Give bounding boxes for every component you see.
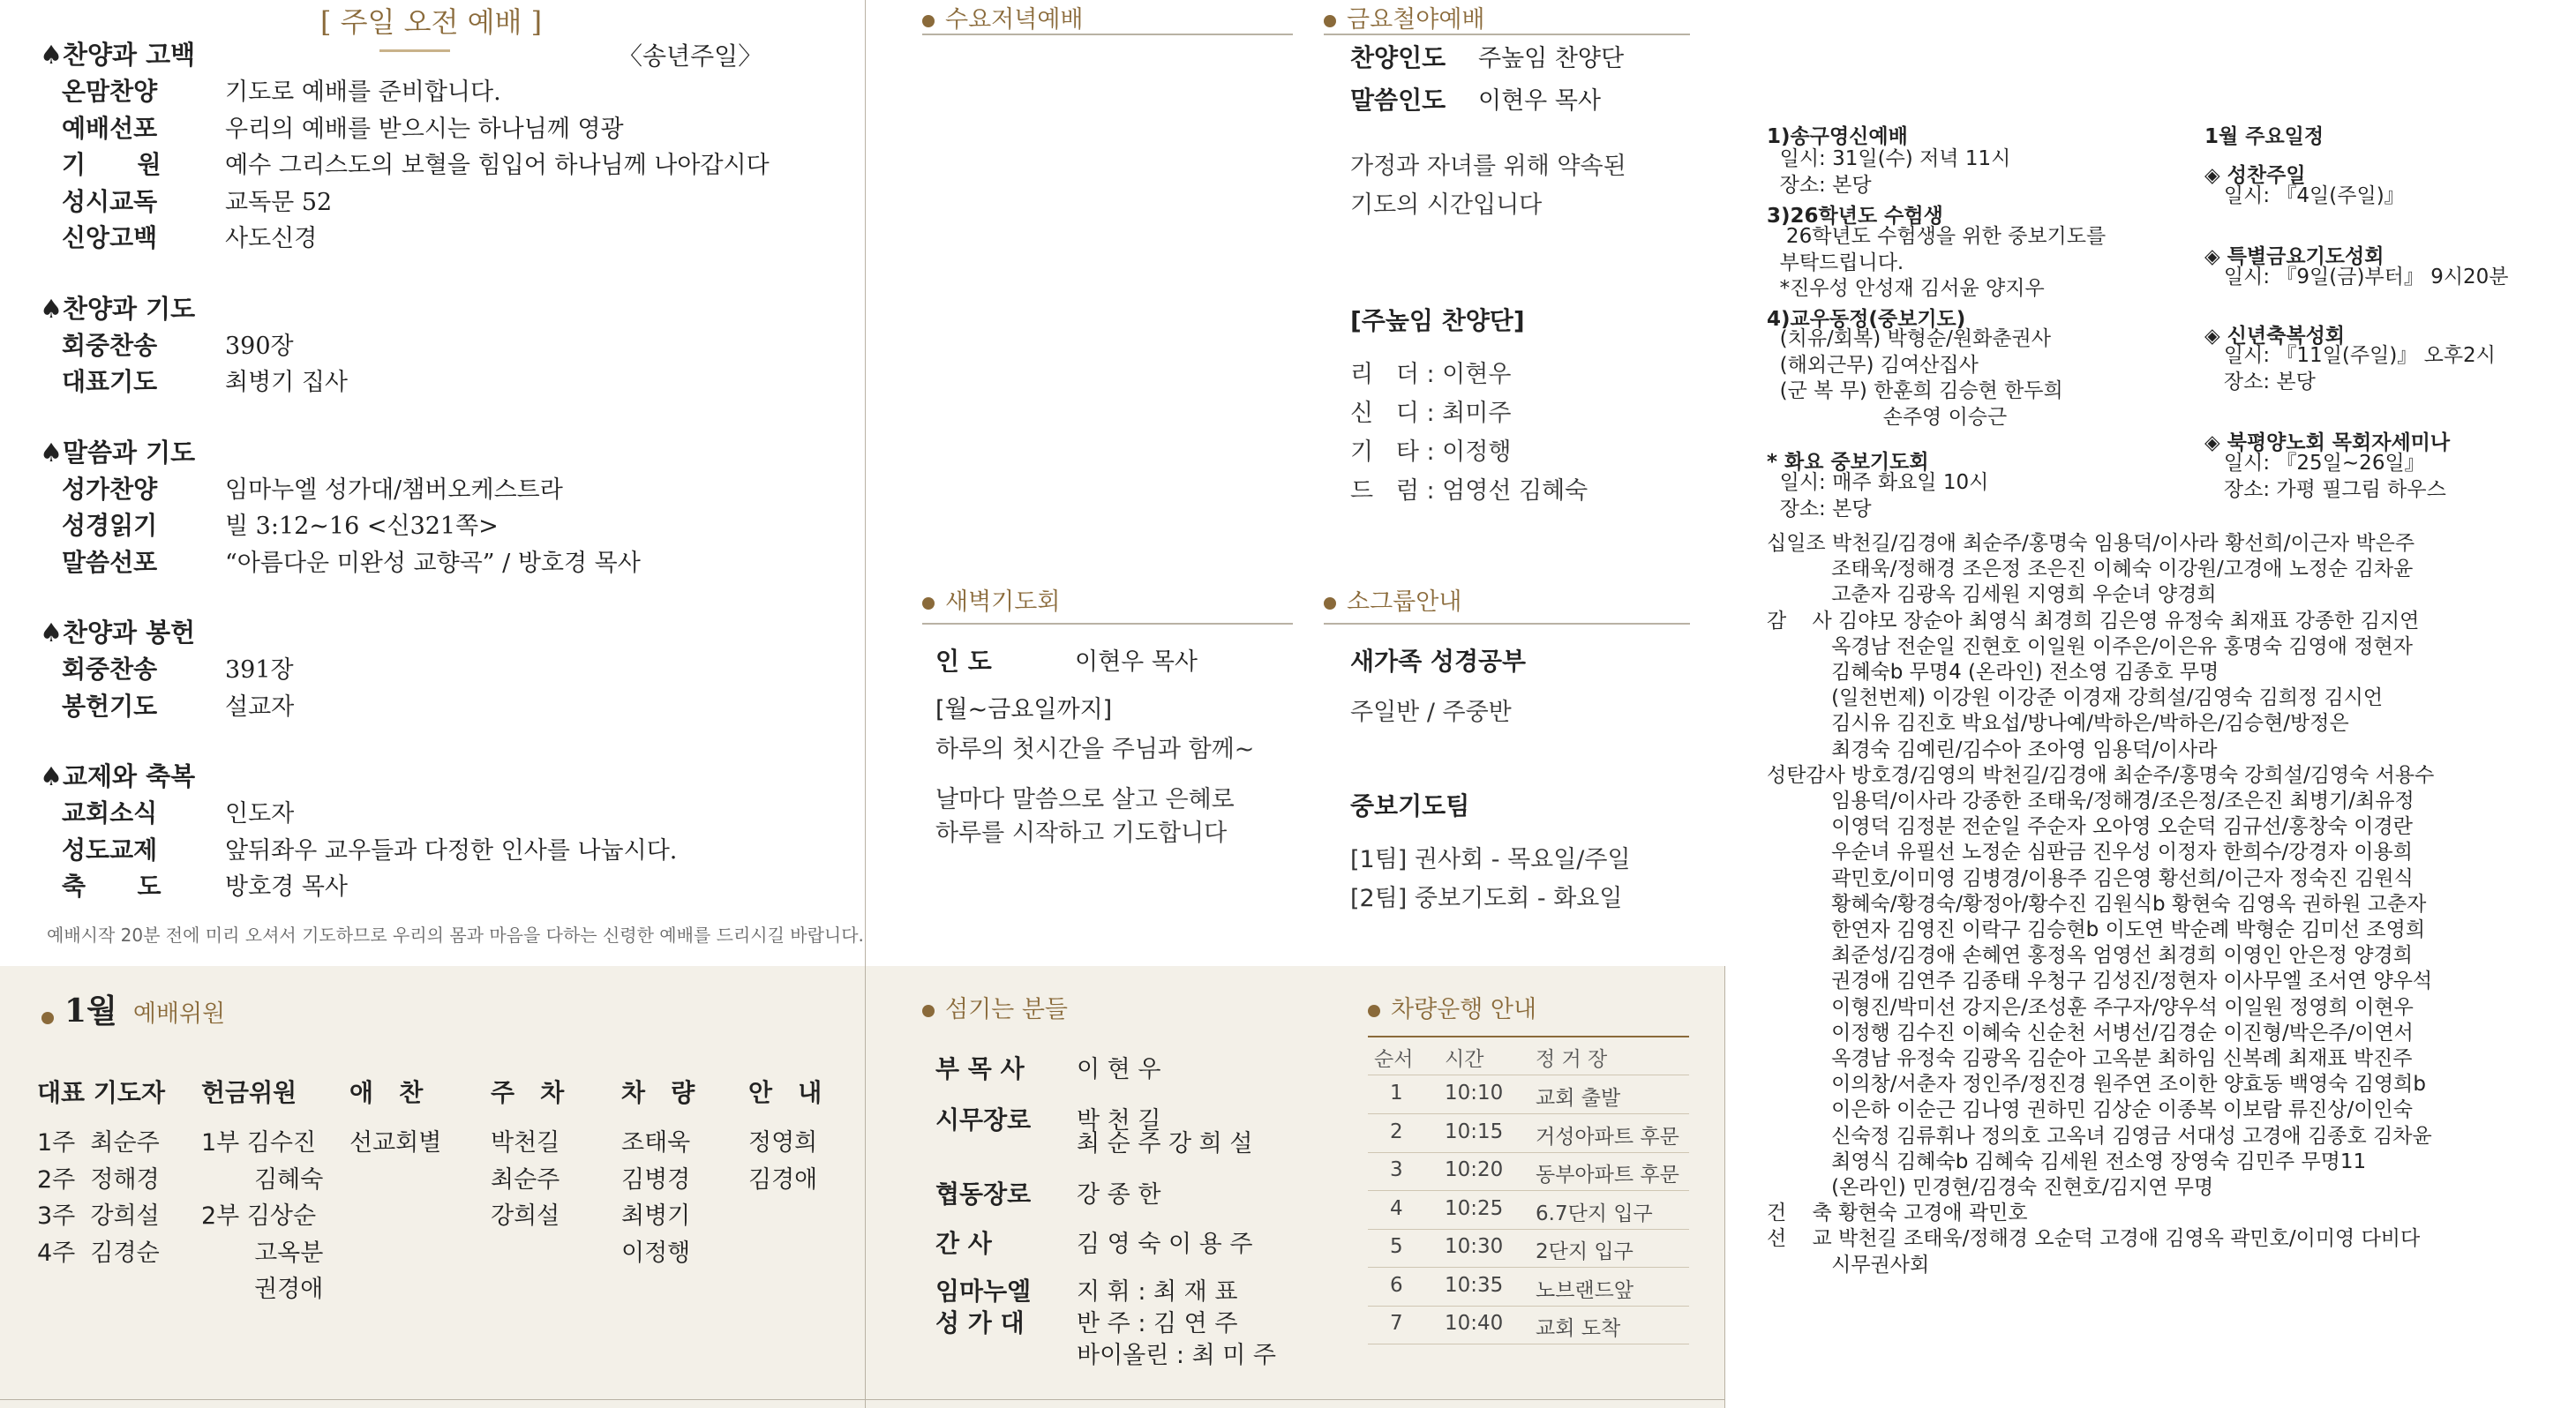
- vehicle-cell: 거성아파트 후문: [1536, 1125, 1679, 1149]
- vehicle-table-rule: [1368, 1113, 1689, 1114]
- order-item-label: 성가찬양: [62, 474, 158, 504]
- dawn-line3: 하루를 시작하고 기도합니다: [935, 820, 1228, 847]
- vehicle-table-rule: [1368, 1229, 1689, 1230]
- vehicle-table-rule: [1368, 1036, 1689, 1037]
- vehicle-table-rule: [1368, 1306, 1689, 1307]
- committee-cell: 김병경: [621, 1165, 691, 1194]
- elder-2: 최 순 주 강 희 설: [1077, 1130, 1253, 1157]
- committee-cell: 4주 김경순: [37, 1239, 160, 1267]
- choir-conductor: 지 휘 : 최 재 표: [1077, 1278, 1238, 1306]
- schedule-2-body: 일시: 『9일(금)부터』 9시20분: [2204, 266, 2509, 288]
- bullet-icon: [1368, 1005, 1380, 1017]
- committee-cell: 정영희: [748, 1129, 818, 1157]
- committee-title: 1월 예배위원: [41, 986, 225, 1031]
- order-item-value: 인도자: [225, 800, 295, 828]
- order-item-value: 빌 3:12~16 <신321쪽>: [225, 513, 499, 540]
- team-member: 기 타 : 이정행: [1350, 438, 1512, 466]
- committee-cell: 1주 최순주: [37, 1129, 160, 1157]
- order-item-label: 온맘찬양: [62, 77, 158, 106]
- order-item-value: 임마누엘 성가대/챔버오케스트라: [225, 476, 563, 504]
- friday-word-lead: 이현우 목사: [1478, 87, 1601, 115]
- wednesday-rule: [922, 34, 1293, 35]
- family-study-title: 새가족 성경공부: [1350, 647, 1527, 676]
- section-heading: ♠찬양과 봉헌: [40, 618, 196, 648]
- team-member: 신 디 : 최미주: [1350, 400, 1512, 427]
- choir-violin: 바이올린 : 최 미 주: [1077, 1342, 1277, 1369]
- title-underline: [379, 49, 450, 52]
- offerings-list: 십일조 박천길/김경애 최순주/홍명숙 임용덕/이사라 황선희/이근자 박은주 조태욱/정해경 조은정 조은진 이혜숙 이강원/고경애 노정순 김차윤 고춘자 김광옥 김세원 지영희 우순녀 양경희 감 사 김야모 장순아 최영식 최경희 김은영 유정숙 최재표 강종한 김지연 옥경남 전순일 진현호 이일원 이주은/이은유 홍명숙 김영애 정현자 김혜숙b 무명4 (온라인) 전소영 김종호 무명 (일천번제) 이강원 이강준 이경재 강희설/김영숙 김희정 김시언 김시유 김진호 박요섭/방나예/박하은/박하은/김승현/방정은 최경숙 김예린/김수아 조아영 임용덕/이사라 성탄감사 방호경/김영의 박천길/김경애 최순주/홍명숙 강희설/김영숙 서용수 임용덕/이사라 강종한 조태욱/정해경/조은정/조은진 최병기/최유정 이영덕 김정분 전순일 주순자 오아영 오순덕 김규선/홍창숙 이경란 우순녀 유필선 노정순 심판금 진우성 이정자 한희수/강경자 이용희 곽민호/이미영 김병경/이용주 김은영 황선희/이근자 정숙진 김원식 황혜숙/황경숙/황정아/황수진 김원식b 황현숙 김영옥 권하원 고춘자 한연자 김영진 이락구 김승현b 이도연 박순례 박형순 김미선 조영희 최준성/김경애 손혜연 홍정옥 엄영선 최경희 이영인 안은정 양경희 권경애 김연주 김종태 우청구 김성진/정현자 이사무엘 조서연 양우석 이형진/박미선 강지은/조성훈 주구자/양우석 이일원 정영희 이현우 이정행 김수진 이혜숙 신순천 서병선/김경순 이진형/박은주/이연서 옥경남 유정숙 김광옥 김순아 고옥분 최하임 신복례 최재표 박진주 이의창/서춘자 정인주/정진경 원주연 조이한 양효동 백영숙 김영희b 이은하 이순근 김나영 권하민 김상순 이종복 이보람 류진상/이인숙 신숙정 김류휘나 정의호 고옥녀 김영금 서대성 고경애 김종호 김차윤 최영식 김혜숙b 김혜숙 김세원 전소영 장영숙 김민주 무명11 (온라인) 민경현/김경숙 진현호/김지연 무명 건 축 황현숙 고경애 곽민호 선 교 박천길 조태욱/정해경 오순덕 고경애 김영옥 곽민호/이미영 다비다 시무권사회: [1767, 532, 2435, 1277]
- schedule-4-body: 일시: 『25일~26일』 장소: 가평 필그림 하우스: [2223, 452, 2446, 501]
- committee-cell: 2주 정해경: [37, 1165, 160, 1194]
- team-member: 리 더 : 이현우: [1350, 361, 1512, 388]
- friday-rule: [1324, 34, 1690, 35]
- vehicle-cell: 6: [1390, 1273, 1403, 1297]
- order-item-label: 축 도: [62, 872, 161, 901]
- section-heading: ♠말씀과 기도: [40, 437, 196, 468]
- vehicle-cell: 2단지 입구: [1536, 1240, 1633, 1263]
- deacon: 김 영 숙 이 용 주: [1077, 1231, 1253, 1258]
- committee-cell: 박천길: [491, 1129, 560, 1157]
- dawn-title: 새벽기도회: [922, 582, 1060, 617]
- order-item-value: 391장: [225, 656, 294, 684]
- order-item-value: 사도신경: [225, 225, 318, 252]
- committee-cell: 2부 김상순: [201, 1202, 317, 1230]
- news-1-head: 1)송구영신예배: [1767, 125, 1908, 148]
- deacon-label: 간 사: [935, 1229, 992, 1258]
- schedule-2-head: ◈ 특별금요기도성회: [2204, 245, 2384, 268]
- vehicle-table-rule: [1368, 1152, 1689, 1153]
- order-item-label: 신앙고백: [62, 223, 158, 252]
- friday-worship-label: 찬양인도: [1350, 43, 1446, 72]
- order-item-value: 예수 그리스도의 보혈을 힘입어 하나님께 나아갑시다: [225, 152, 770, 179]
- assoc-pastor: 이 현 우: [1077, 1056, 1161, 1083]
- vehicle-header: 순서: [1374, 1048, 1414, 1071]
- prayer-team-2: [2팀] 중보기도회 - 화요일: [1350, 885, 1623, 912]
- order-item-label: 말씀선포: [62, 547, 158, 577]
- committee-cell: 최순주: [491, 1165, 560, 1194]
- assoc-pastor-label: 부 목 사: [935, 1054, 1025, 1083]
- committee-cell: 3주 강희설: [37, 1202, 160, 1230]
- vehicle-table-rule: [1368, 1190, 1689, 1191]
- choir-label-2: 성 가 대: [935, 1308, 1025, 1337]
- vehicle-cell: 6.7단지 입구: [1536, 1202, 1653, 1225]
- choir-pianist: 반 주 : 김 연 주: [1077, 1310, 1238, 1337]
- committee-cell: 이정행: [621, 1239, 691, 1267]
- bottom-rule: [0, 1399, 1724, 1400]
- committee-cell: 조태욱: [621, 1129, 691, 1157]
- vehicle-cell: 5: [1390, 1235, 1403, 1258]
- order-item-label: 성경읽기: [62, 511, 158, 540]
- order-item-value: 우리의 예배를 받으시는 하나님께 영광: [225, 115, 624, 143]
- prayer-team-title: 중보기도팀: [1350, 791, 1470, 820]
- committee-cell: 김경애: [748, 1165, 818, 1194]
- news-3-head: 3)26학년도 수험생: [1767, 205, 1943, 228]
- coop-elder: 강 종 한: [1077, 1181, 1161, 1209]
- committee-header: 차 량: [621, 1078, 695, 1107]
- dawn-leader: 이현우 목사: [1075, 648, 1198, 676]
- committee-header: 안 내: [748, 1078, 822, 1107]
- section-heading: ♠찬양과 고백: [40, 40, 196, 70]
- schedule-4-head: ◈ 북평양노회 목회자세미나: [2204, 431, 2451, 454]
- order-item-label: 교회소식: [62, 798, 158, 828]
- order-item-label: 대표기도: [62, 367, 158, 396]
- schedule-title: 1월 주요일정: [2204, 125, 2324, 148]
- prayer-team-1: [1팀] 권사회 - 목요일/주일: [1350, 846, 1631, 873]
- dawn-rule: [922, 623, 1293, 625]
- committee-header: 애 찬: [349, 1078, 424, 1107]
- news-1-body: 일시: 31일(수) 저녁 11시 장소: 본당: [1779, 147, 2011, 197]
- news-5-head: * 화요 중보기도회: [1767, 451, 1929, 474]
- bullet-icon: [41, 1012, 54, 1024]
- bullet-icon: [1324, 597, 1336, 610]
- committee-header: 대표 기도자: [37, 1078, 165, 1107]
- vehicle-cell: 동부아파트 후문: [1536, 1164, 1679, 1187]
- vehicle-cell: 10:35: [1445, 1273, 1504, 1297]
- committee-cell: 선교회별: [349, 1129, 442, 1157]
- order-item-label: 회중찬송: [62, 655, 158, 684]
- elder-1: 박 천 길: [1077, 1107, 1161, 1135]
- order-item-value: 앞뒤좌우 교우들과 다정한 인사를 나눕시다.: [225, 836, 678, 865]
- vehicle-cell: 노브랜드앞: [1536, 1278, 1634, 1302]
- bullet-icon: [922, 15, 935, 27]
- friday-word-label: 말씀인도: [1350, 86, 1446, 115]
- smallgroup-title: 소그룹안내: [1324, 582, 1461, 617]
- vehicle-title: 차량운행 안내: [1368, 990, 1536, 1024]
- bullet-icon: [922, 597, 935, 610]
- coop-elder-label: 협동장로: [935, 1180, 1032, 1209]
- committee-header: 주 차: [491, 1078, 565, 1107]
- vehicle-cell: 10:20: [1445, 1158, 1504, 1181]
- order-item-value: 교독문 52: [225, 188, 333, 216]
- friday-desc2: 기도의 시간입니다: [1350, 191, 1543, 219]
- team-member: 드 럼 : 엄영선 김혜숙: [1350, 477, 1588, 505]
- schedule-3-body: 일시: 『11일(주일)』 오후2시 장소: 본당: [2223, 344, 2496, 393]
- divider-bottom-right: [1724, 966, 1725, 1408]
- order-item-label: 봉헌기도: [62, 691, 158, 721]
- vehicle-cell: 7: [1390, 1312, 1403, 1335]
- choir-label-1: 임마누엘: [935, 1277, 1032, 1306]
- friday-desc1: 가정과 자녀를 위해 약속된: [1350, 153, 1626, 180]
- vehicle-header: 정 거 장: [1536, 1048, 1608, 1071]
- smallgroup-rule: [1324, 623, 1690, 625]
- vehicle-cell: 10:15: [1445, 1120, 1504, 1143]
- news-5-body: 일시: 매주 화요일 10시 장소: 본당: [1779, 471, 1989, 521]
- committee-cell: 김혜숙: [201, 1165, 324, 1194]
- vehicle-header: 시간: [1445, 1048, 1484, 1071]
- order-item-label: 성도교제: [62, 835, 158, 865]
- order-item-label: 기 원: [62, 150, 161, 179]
- sunday-label: 〈송년주일〉: [618, 41, 763, 71]
- friday-title: 금요철야예배: [1324, 0, 1485, 34]
- news-4-head: 4)교우동정(중보기도): [1767, 308, 1966, 331]
- bullet-icon: [922, 1005, 935, 1017]
- order-item-value: 설교자: [225, 693, 295, 721]
- schedule-3-head: ◈ 신년축복성회: [2204, 325, 2346, 348]
- committee-cell: 1부 김수진: [201, 1129, 317, 1157]
- service-title: [ 주일 오전 예배 ]: [320, 5, 543, 39]
- dawn-line2: 날마다 말씀으로 살고 은혜로: [935, 786, 1235, 813]
- committee-header: 헌금위원: [201, 1078, 297, 1107]
- committee-cell: 고옥분: [201, 1239, 324, 1267]
- friday-worship-lead: 주높임 찬양단: [1478, 45, 1625, 72]
- elder-label: 시무장로: [935, 1105, 1032, 1135]
- vehicle-cell: 10:25: [1445, 1196, 1504, 1220]
- vehicle-cell: 1: [1390, 1082, 1403, 1105]
- order-item-value: 390장: [225, 332, 294, 360]
- committee-cell: 최병기: [621, 1202, 691, 1230]
- bullet-icon: [1324, 15, 1336, 27]
- dawn-line1: 하루의 첫시간을 주님과 함께~: [935, 736, 1255, 763]
- dawn-leader-label: 인 도: [935, 647, 992, 676]
- servers-title: 섬기는 분들: [922, 990, 1068, 1024]
- schedule-1-body: 일시: 『4일(주일)』: [2204, 184, 2405, 207]
- vehicle-cell: 10:30: [1445, 1235, 1504, 1258]
- service-footnote: 예배시작 20분 전에 미리 오셔서 기도하므로 우리의 몸과 마음을 다하는 신령한 예배를 드리시길 바랍니다.: [47, 925, 864, 946]
- order-item-label: 회중찬송: [62, 330, 158, 360]
- vehicle-cell: 교회 출발: [1536, 1087, 1621, 1110]
- family-study-detail: 주일반 / 주중반: [1350, 699, 1512, 726]
- order-item-label: 성시교독: [62, 186, 158, 216]
- news-4-body: (치유/회복) 박형순/원화춘권사 (해외근무) 김여산집사 (군 복 무) 한훈희 김승현 한두희 손주영 이승근: [1779, 327, 2063, 429]
- vehicle-cell: 2: [1390, 1120, 1403, 1143]
- vehicle-cell: 10:40: [1445, 1312, 1504, 1335]
- friday-team-title: [주높임 찬양단]: [1350, 306, 1525, 335]
- order-item-value: 최병기 집사: [225, 369, 348, 396]
- order-item-value: “아름다운 미완성 교향곡” / 방호경 목사: [225, 549, 641, 577]
- wednesday-title: 수요저녁예배: [922, 0, 1084, 34]
- vehicle-cell: 4: [1390, 1196, 1403, 1220]
- order-item-value: 기도로 예배를 준비합니다.: [225, 79, 501, 106]
- vehicle-cell: 교회 도착: [1536, 1317, 1621, 1340]
- section-heading: ♠교제와 축복: [40, 761, 196, 791]
- news-3-body: 26학년도 수험생을 위한 중보기도를 부탁드립니다. *진우성 안성재 김서윤 양지우: [1779, 225, 2107, 300]
- vehicle-cell: 3: [1390, 1158, 1403, 1181]
- section-heading: ♠찬양과 기도: [40, 293, 196, 324]
- order-item-value: 방호경 목사: [225, 873, 348, 901]
- committee-cell: 권경애: [201, 1276, 324, 1303]
- dawn-days: [월~금요일까지]: [935, 696, 1113, 723]
- vehicle-table-rule: [1368, 1267, 1689, 1268]
- order-item-label: 예배선포: [62, 113, 158, 143]
- vehicle-cell: 10:10: [1445, 1082, 1504, 1105]
- schedule-1-head: ◈ 성찬주일: [2204, 164, 2306, 187]
- committee-cell: 강희설: [491, 1202, 560, 1230]
